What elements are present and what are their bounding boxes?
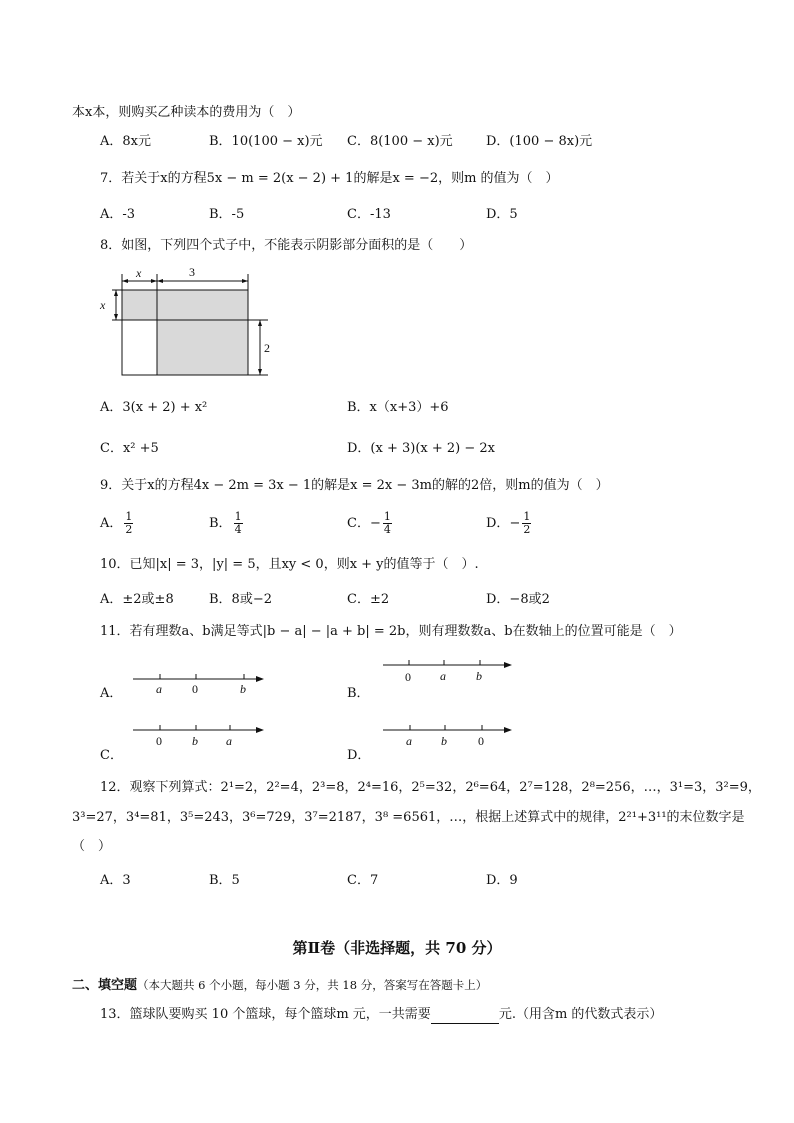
q12-line-2: 3³=27，3⁴=81，3⁵=243，3⁶=729，3⁷=2187，3⁸ =6561，…，根据上述算式中的规律，2²¹+3¹¹的末位数字是: [72, 810, 745, 825]
q6-option-b: B．10(100 − x)元: [209, 134, 323, 149]
q12-option-c: C．7: [347, 873, 379, 888]
q9-fraction-c: $\frac{1}{4}$: [383, 510, 391, 536]
section-2-note: （本大题共 6 个小题，每小题 3 分，共 18 分，答案写在答题卡上）: [137, 978, 488, 992]
q6-stem-tail: 本x本，则购买乙种读本的费用为（ ）: [72, 105, 301, 120]
q11-b-tick-3: b: [476, 669, 482, 683]
q11-number-line-a: [128, 670, 268, 700]
q11-a-tick-2: 0: [192, 682, 198, 696]
part-2-heading: 第Ⅱ卷（非选择题，共 70 分）: [292, 939, 502, 957]
q8-option-b: B．x（x+3）+6: [347, 400, 449, 415]
q11-number-line-d: [378, 721, 518, 751]
q11-option-b-letter: B．: [347, 686, 370, 701]
q9-option-a: A． $\frac{1}{2}$: [100, 510, 133, 536]
q12-line-1: 12．观察下列算式：2¹=2，2²=4，2³=8，2⁴=16，2⁵=32，2⁶=64，2⁷=128，2⁸=256，…，3¹=3，3²=9，: [100, 780, 761, 795]
q11-b-tick-2: a: [440, 669, 446, 683]
q8-option-a: A．3(x + 2) + x²: [100, 400, 208, 415]
q7-stem: 7．若关于x的方程5x − m = 2(x − 2) + 1的解是x = −2，则m 的值为（ ）: [100, 171, 559, 186]
q7-option-c: C．-13: [347, 207, 391, 222]
q8-label-2: 2: [264, 341, 270, 355]
q8-label-x-top: x: [136, 266, 142, 280]
q6-option-d: D．(100 − 8x)元: [486, 134, 593, 149]
q11-c-tick-3: a: [226, 734, 232, 748]
q9-fraction-a: $\frac{1}{2}$: [125, 510, 133, 536]
q11-c-tick-1: 0: [156, 734, 162, 748]
q11-number-line-b: [378, 656, 518, 686]
q11-d-tick-2: b: [441, 734, 447, 748]
q12-option-d: D．9: [486, 873, 518, 888]
q8-option-c: C．x² +5: [100, 441, 159, 456]
q11-option-d-letter: D．: [347, 748, 371, 763]
q11-stem: 11．若有理数a、b满足等式|b − a| − |a + b| = 2b，则有理数数a、b在数轴上的位置可能是（ ）: [100, 624, 682, 639]
q13-answer-blank[interactable]: [431, 1009, 499, 1024]
q10-option-b: B．8或−2: [209, 592, 272, 607]
q8-stem: 8．如图，下列四个式子中，不能表示阴影部分面积的是（ ）: [100, 238, 473, 253]
q8-rectangle-figure: [92, 264, 282, 384]
q9-stem: 9．关于x的方程4x − 2m = 3x − 1的解是x = 2x − 3m的解的2倍，则m的值为（ ）: [100, 478, 609, 493]
q11-option-a-letter: A．: [100, 686, 123, 701]
q11-a-tick-1: a: [156, 682, 162, 696]
q7-option-b: B．-5: [209, 207, 245, 222]
q10-option-d: D．−8或2: [486, 592, 550, 607]
q9-fraction-d: $\frac{1}{2}$: [523, 510, 531, 536]
q8-option-d: D．(x + 3)(x + 2) − 2x: [347, 441, 495, 456]
q8-label-x-left: x: [100, 298, 106, 312]
q11-a-tick-3: b: [240, 682, 246, 696]
q10-option-c: C．±2: [347, 592, 390, 607]
q13: 13．篮球队要购买 10 个篮球，每个篮球m 元，一共需要 元.（用含m 的代数式表示）: [100, 1007, 663, 1022]
q9-option-b: B． $\frac{1}{4}$: [209, 510, 242, 536]
q10-stem: 10．已知|x| = 3，|y| = 5，且xy < 0，则x + y的值等于（ ）.: [100, 557, 479, 572]
q9-option-d: D．− $\frac{1}{2}$: [486, 510, 531, 536]
q11-d-tick-3: 0: [478, 734, 484, 748]
q10-option-a: A．±2或±8: [100, 592, 174, 607]
q11-d-tick-1: a: [406, 734, 412, 748]
q12-option-b: B．5: [209, 873, 240, 888]
section-2-title: 二、填空题（本大题共 6 个小题，每小题 3 分，共 18 分，答案写在答题卡上）: [72, 978, 488, 993]
q11-option-c-letter: C．: [100, 748, 123, 763]
q12-line-3: （ ）: [72, 839, 112, 854]
q7-option-a: A．-3: [100, 207, 136, 222]
q11-number-line-c: [128, 721, 268, 751]
q11-c-tick-2: b: [192, 734, 198, 748]
q9-fraction-b: $\frac{1}{4}$: [234, 510, 242, 536]
q8-label-3: 3: [189, 265, 195, 279]
q12-option-a: A．3: [100, 873, 131, 888]
q7-option-d: D．5: [486, 207, 518, 222]
q6-option-c: C．8(100 − x)元: [347, 134, 453, 149]
q11-b-tick-1: 0: [405, 670, 411, 684]
q6-option-a: A．8x元: [100, 134, 151, 149]
q9-option-c: C．− $\frac{1}{4}$: [347, 510, 391, 536]
